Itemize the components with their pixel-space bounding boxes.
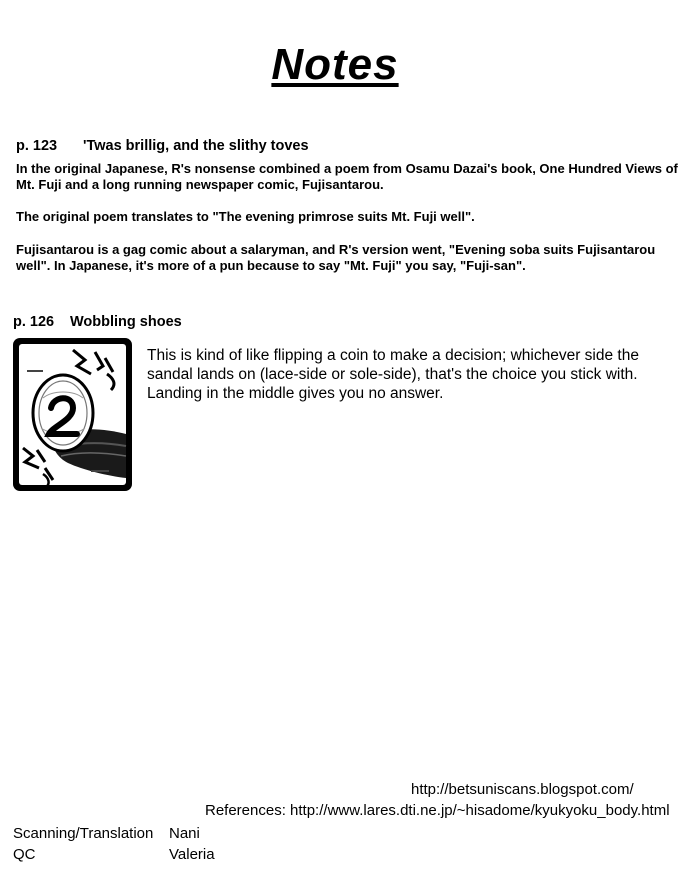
- note-paragraph: The original poem translates to "The evening primrose suits Mt. Fuji well".: [16, 209, 475, 224]
- credit-name: Nani: [169, 825, 200, 842]
- note-title: 'Twas brillig, and the slithy toves: [83, 138, 309, 154]
- manga-panel-thumbnail: [13, 338, 132, 491]
- note-header-p126: [13, 313, 182, 330]
- note-header-p123: [16, 137, 309, 154]
- credit-role: Scanning/Translation: [13, 825, 154, 842]
- page-reference: p. 123: [16, 138, 58, 154]
- references-line: References: http://www.lares.dti.ne.jp/~hisadome/kyukyoku_body.html: [205, 802, 670, 819]
- note-title: Wobbling shoes: [70, 314, 182, 330]
- sandal-illustration: [13, 338, 132, 491]
- note-body: This is kind of like flipping a coin to make a decision; whichever side the sandal lands on (lace-side or sole-side), that's the choice you stick with. Landing in the middle gives you no answer.: [147, 347, 639, 402]
- page-title: Notes: [271, 40, 399, 89]
- page-reference: p. 126: [13, 314, 55, 330]
- credit-role: QC: [13, 846, 36, 863]
- note-paragraph: Fujisantarou is a gag comic about a salaryman, and R's version went, "Evening soba suits Fujisantarou well". In Japanese, it's more of a pun because to say "Mt. Fuji" you say, "Fuji-san".: [16, 242, 656, 273]
- note-paragraph: In the original Japanese, R's nonsense combined a poem from Osamu Dazai's book, One Hundred Views of Mt. Fuji and a long running newspaper comic, Fujisantarou.: [16, 161, 678, 192]
- credit-name: Valeria: [169, 846, 215, 863]
- site-link[interactable]: http://betsuniscans.blogspot.com/: [411, 781, 634, 798]
